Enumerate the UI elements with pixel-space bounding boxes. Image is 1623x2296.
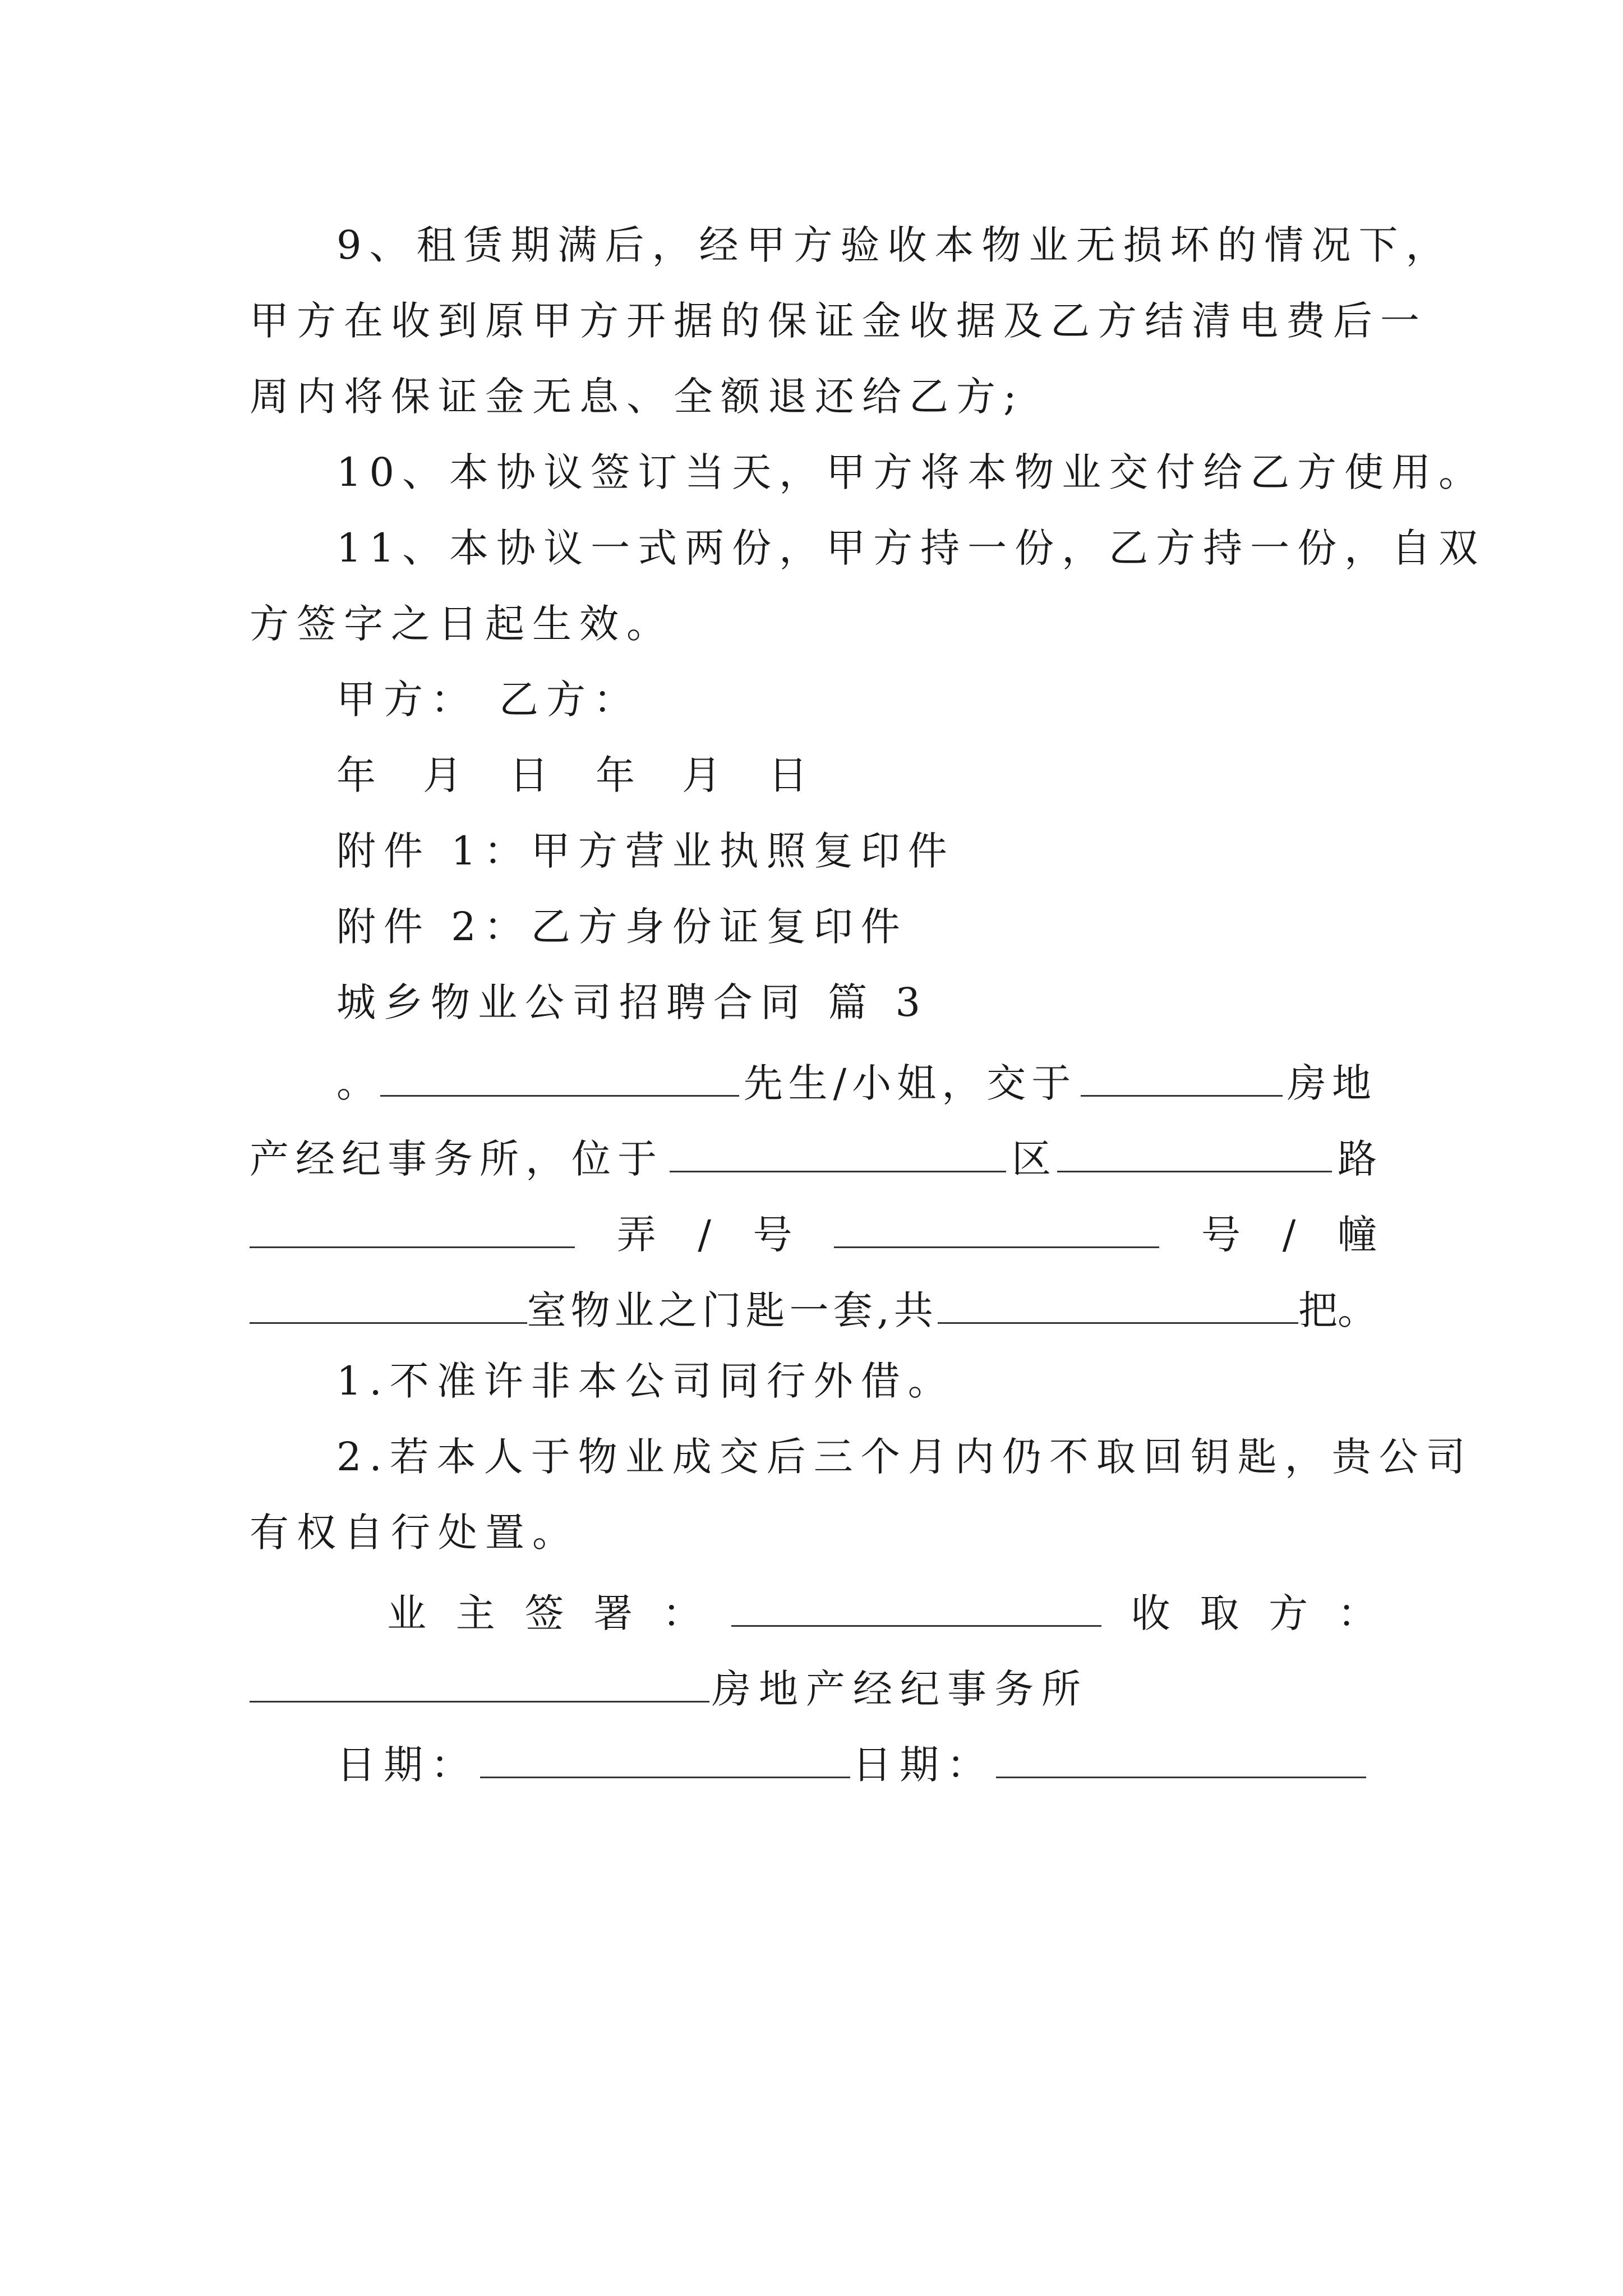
owner-sign-char-2: 主 [455, 1590, 495, 1636]
key-count-blank[interactable] [938, 1269, 1298, 1324]
receipt-slash-2: / [1282, 1212, 1296, 1258]
date-day-a: 日 [509, 752, 556, 798]
date-blank-1[interactable] [480, 1723, 850, 1778]
receipt-slash-1: / [698, 1212, 711, 1258]
date-year-a: 年 [336, 752, 384, 798]
date-signature-row [336, 1723, 1377, 1796]
number-blank[interactable] [834, 1193, 1159, 1248]
receipt-number: 号 [753, 1212, 792, 1258]
receipt-district: 区 [1012, 1136, 1051, 1182]
receiver-char-2: 取 [1200, 1590, 1239, 1636]
item-11-line-2: 方签字之日起生效。 [250, 601, 674, 647]
party-b-label: 乙方： [499, 677, 640, 723]
item-9-line-3: 周内将保证金无息、全额退还给乙方; [250, 374, 1025, 420]
receipt-mr-ms: 先生/小姐，交于 [743, 1060, 1077, 1106]
receiver-colon: ： [1337, 1590, 1377, 1636]
agency-blank[interactable] [1081, 1042, 1283, 1097]
agency-suffix: 房地产经纪事务所 [712, 1666, 1089, 1712]
district-blank[interactable] [670, 1117, 1006, 1172]
date-day-b: 日 [768, 752, 815, 798]
item-9-line-1: 9、租赁期满后，经甲方验收本物业无损坏的情况下， [336, 222, 1453, 268]
agency-signature-row [250, 1648, 1377, 1720]
condition-2-line-1: 2.若本人于物业成交后三个月内仍不取回钥匙，贵公司 [336, 1434, 1473, 1480]
receipt-number-2: 号 [1201, 1212, 1241, 1258]
agency-name-blank[interactable] [250, 1648, 709, 1703]
receipt-road: 路 [1338, 1136, 1377, 1182]
signature-row [387, 1572, 1377, 1645]
parties-row [336, 663, 1377, 736]
owner-sign-char-1: 业 [387, 1590, 426, 1636]
date-label-2: 日期： [852, 1742, 994, 1788]
item-11-line-1: 11、本协议一式两份，甲方持一份，乙方持一份，自双 [336, 525, 1486, 571]
receipt-prefix: 。 [336, 1060, 376, 1106]
receipt-line-3 [250, 1193, 1377, 1266]
owner-sign-colon: ： [662, 1590, 702, 1636]
receipt-line-2 [250, 1117, 1377, 1190]
receipt-line-4 [250, 1269, 1377, 1342]
date-row [336, 739, 1377, 812]
road-blank[interactable] [1057, 1117, 1332, 1172]
attachment-1: 附件 1：甲方营业执照复印件 [336, 828, 955, 874]
receiver-char-1: 收 [1131, 1590, 1170, 1636]
date-month-a: 月 [423, 752, 470, 798]
condition-2-line-2: 有权自行处置。 [250, 1510, 579, 1556]
receipt-line-1 [336, 1042, 1377, 1115]
item-9-line-2: 甲方在收到原甲方开据的保证金收据及乙方结清电费后一 [250, 298, 1427, 344]
receipt-units: 把。 [1298, 1287, 1377, 1333]
lane-blank[interactable] [250, 1193, 575, 1248]
receipt-building: 幢 [1338, 1212, 1377, 1258]
owner-sign-char-3: 签 [524, 1590, 564, 1636]
owner-signature-blank[interactable] [731, 1572, 1101, 1627]
date-year-b: 年 [596, 752, 643, 798]
room-blank[interactable] [250, 1269, 527, 1324]
receiver-char-3: 方 [1269, 1590, 1308, 1636]
condition-1: 1.不准许非本公司同行外借。 [336, 1358, 955, 1404]
receipt-realty: 房地 [1287, 1060, 1377, 1106]
receipt-located: 产经纪事务所，位于 [250, 1136, 663, 1182]
receipt-key-set: 室物业之门匙一套,共 [527, 1287, 938, 1333]
date-month-b: 月 [682, 752, 729, 798]
date-label-1: 日期： [336, 1742, 478, 1788]
owner-sign-char-4: 署 [593, 1590, 633, 1636]
name-blank[interactable] [380, 1042, 739, 1097]
item-10: 10、本协议签订当天，甲方将本物业交付给乙方使用。 [336, 449, 1486, 495]
attachment-2: 附件 2：乙方身份证复印件 [336, 904, 908, 950]
section-title: 城乡物业公司招聘合同 篇 3 [336, 979, 929, 1025]
receipt-lane: 弄 [616, 1212, 656, 1258]
party-a-label: 甲方： [336, 677, 478, 723]
date-blank-2[interactable] [996, 1723, 1366, 1778]
